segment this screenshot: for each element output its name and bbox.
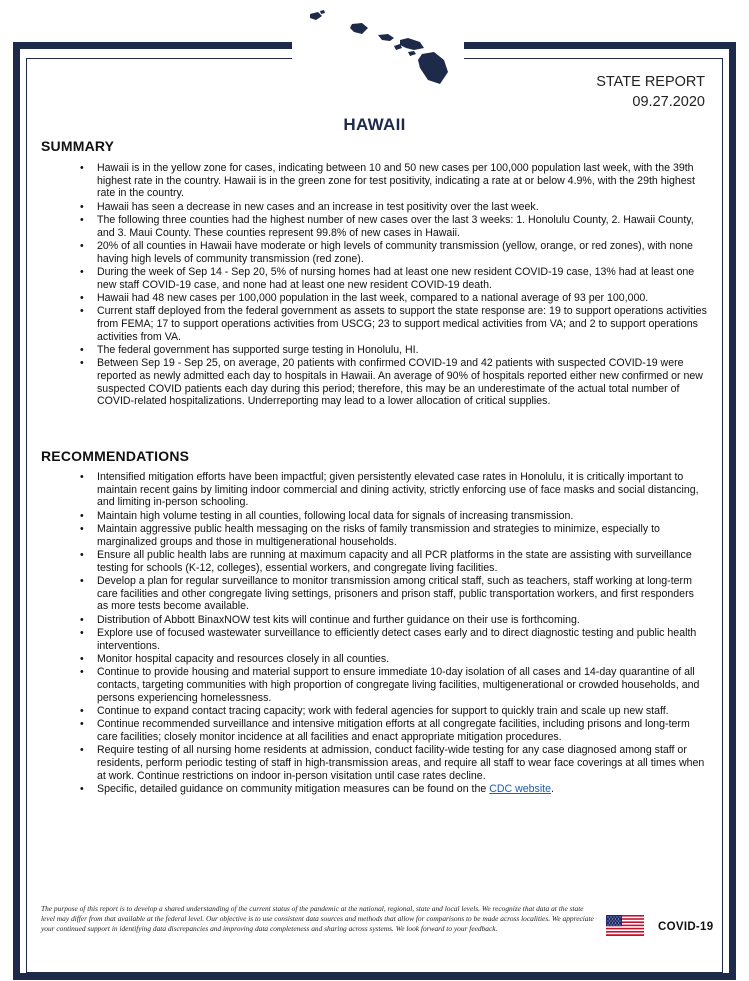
list-item: • Continue recommended surveillance and intensive mitigation efforts at all congregate facilities, including prisons and long-term care facilities; closely monitor incidence at all facilities and enact appropriate mitigation procedures. xyxy=(80,718,708,743)
list-item: • Explore use of focused wastewater surveillance to efficiently detect cases early and to direct diagnostic testing and public health interventions. xyxy=(80,627,708,652)
list-item: • During the week of Sep 14 - Sep 20, 5% of nursing homes had at least one new resident COVID-19 case, 13% had at least one new staff COVID-19 case, and none had at least one new resident COVID-19 death. xyxy=(80,266,708,291)
list-item: • Continue to expand contact tracing capacity; work with federal agencies for support to quickly train and scale up new staff. xyxy=(80,705,708,718)
recommendations-heading: RECOMMENDATIONS xyxy=(41,448,190,464)
list-item: • Intensified mitigation efforts have been impactful; given persistently elevated case rates in Honolulu, it is critically important to maintain recent gains by limiting indoor commercial and dining activity, strictly enforcing use of face masks and social distancing, and limiting in-person schooling. xyxy=(80,471,708,509)
list-item: • Develop a plan for regular surveillance to monitor transmission among critical staff, such as teachers, staff working at long-term care facilities and other congregate living settings, prisoners and prison staff, public transportation workers, and first responders as more tests become available. xyxy=(80,575,708,613)
list-item: • Between Sep 19 - Sep 25, on average, 20 patients with confirmed COVID-19 and 42 patients with suspected COVID-19 were reported as newly admitted each day to hospitals in Hawaii. An average of 90% of hospitals reported either new confirmed or new suspected COVID patients each day during this period; therefore, this may be an underestimate of the actual total number of COVID-related hospitalizations. Underreporting may lead to a lower allocation of critical supplies. xyxy=(80,357,708,408)
list-item: • The federal government has supported surge testing in Honolulu, HI. xyxy=(80,344,708,357)
list-item: • 20% of all counties in Hawaii have moderate or high levels of community transmission (yellow, orange, or red zones), with none having high levels of community transmission (red zone). xyxy=(80,240,708,265)
covid-19-label: COVID-19 xyxy=(658,921,714,933)
list-item: • Continue to provide housing and material support to ensure immediate 10-day isolation of all cases and 14-day quarantine of all contacts, targeting communities with high proportion of congregate living facilities, multigenerational or crowded households, and persons experiencing homelessness. xyxy=(80,666,708,704)
cdc-website-link[interactable]: CDC website xyxy=(489,783,552,795)
report-header xyxy=(596,72,705,112)
list-item: • Maintain aggressive public health messaging on the risks of family transmission and strategies to minimize, especially to marginalized groups and those in multigenerational households. xyxy=(80,523,708,548)
report-type: STATE REPORT xyxy=(596,74,705,90)
list-item xyxy=(80,783,708,796)
footer-disclaimer: The purpose of this report is to develop a shared understanding of the current status of the pandemic at the national, regional, state and local levels. We recognize that data at the state level may differ from that available at the federal level. Our objective is to use consistent data sources and methods that allow for comparisons to be made across localities. We appreciate your continued support in identifying data discrepancies and improving data completeness and sharing across systems. We look forward to your feedback. xyxy=(41,904,594,933)
list-item: • Require testing of all nursing home residents at admission, conduct facility-wide testing for any case diagnosed among staff or residents, perform periodic testing of staff in high-transmission areas, and require all staff to wear face coverings at all times when at work. Continue restrictions on indoor in-person visitation until case rates decline. xyxy=(80,744,708,782)
recommendations-list xyxy=(80,471,708,796)
page-title: HAWAII xyxy=(343,115,406,134)
list-item: • Ensure all public health labs are running at maximum capacity and all PCR platforms in the state are assisting with surveillance testing for schools (K-12, colleges), essential workers, and congregate living facilities. xyxy=(80,549,708,574)
summary-list xyxy=(80,162,708,409)
list-item: • Distribution of Abbott BinaxNOW test kits will continue and further guidance on their use is forthcoming. xyxy=(80,614,708,627)
list-item-text: Specific, detailed guidance on community mitigation measures can be found on the xyxy=(97,783,490,795)
list-item-end: . xyxy=(551,783,554,795)
hawaii-islands-icon xyxy=(300,8,460,88)
list-item: • Monitor hospital capacity and resources closely in all counties. xyxy=(80,653,708,666)
list-item: • Hawaii had 48 new cases per 100,000 population in the last week, compared to a national average of 93 per 100,000. xyxy=(80,292,708,305)
summary-heading: SUMMARY xyxy=(41,138,115,154)
list-item: • Hawaii has seen a decrease in new cases and an increase in test positivity over the last week. xyxy=(80,201,708,214)
report-date: 09.27.2020 xyxy=(632,94,705,110)
us-flag-icon xyxy=(606,915,644,936)
list-item: • Hawaii is in the yellow zone for cases, indicating between 10 and 50 new cases per 100,000 population last week, with the 39th highest rate in the country. Hawaii is in the green zone for test positivity, indicating a rate at or below 4.9%, with the 29th highest rate in the country. xyxy=(80,162,708,200)
list-item: • Maintain high volume testing in all counties, following local data for signals of increasing transmission. xyxy=(80,510,708,523)
list-item: • Current staff deployed from the federal government as assets to support the state response are: 19 to support operations activities from FEMA; 17 to support operations activities from USCG; 23 to support medical activities from VA; and 2 to support operations activities from VA. xyxy=(80,305,708,343)
list-item: • The following three counties had the highest number of new cases over the last 3 weeks: 1. Honolulu County, 2. Hawaii County, and 3. Maui County. These counties represent 99.8% of new cases in Hawaii. xyxy=(80,214,708,239)
